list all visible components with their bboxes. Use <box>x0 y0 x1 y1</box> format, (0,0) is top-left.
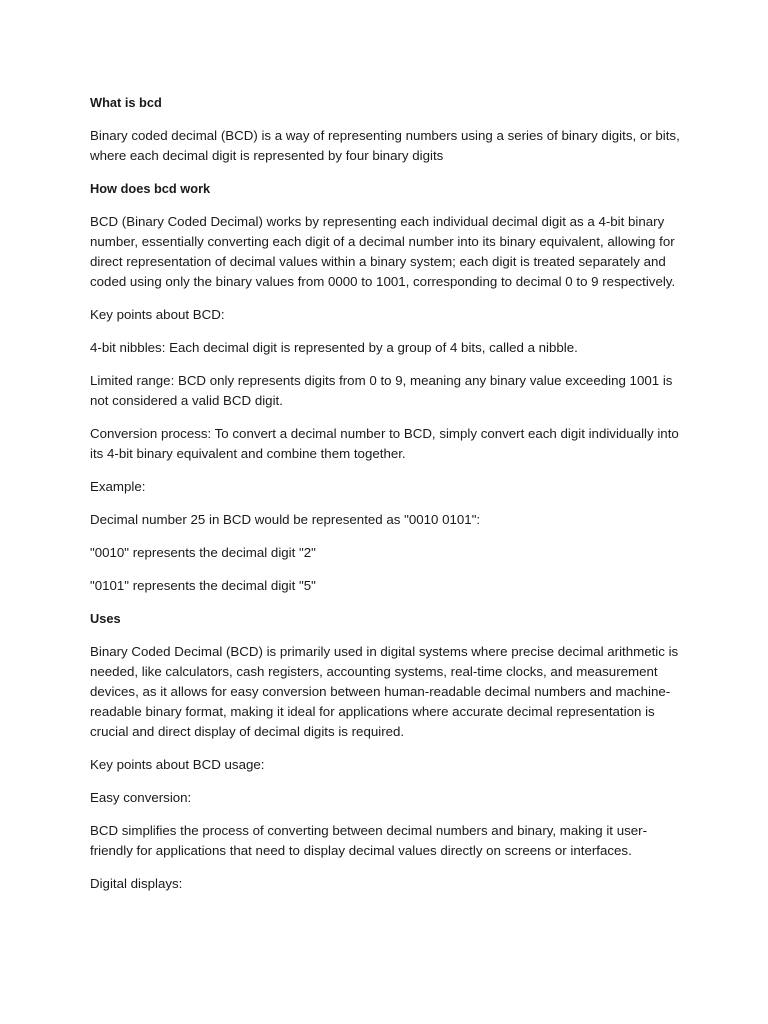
document-page <box>90 93 680 907</box>
paragraph-nibbles: 4-bit nibbles: Each decimal digit is represented by a group of 4 bits, called a nibble. <box>90 340 578 355</box>
paragraph-conversion-process: Conversion process: To convert a decimal number to BCD, simply convert each digit individually into its 4-bit binary equivalent and combine them together. <box>90 426 679 461</box>
paragraph-example-label: Example: <box>90 479 146 494</box>
paragraph-digital-displays: Digital displays: <box>90 876 183 891</box>
paragraph-bcd-definition: Binary coded decimal (BCD) is a way of representing numbers using a series of binary digits, or bits, where each decimal digit is represented by four binary digits <box>90 128 680 163</box>
paragraph-key-points-usage: Key points about BCD usage: <box>90 757 265 772</box>
paragraph-example-25: Decimal number 25 in BCD would be represented as "0010 0101": <box>90 512 481 527</box>
paragraph-easy-conversion-detail: BCD simplifies the process of converting between decimal numbers and binary, making it user-friendly for applications that need to display decimal values directly on screens or interfaces. <box>90 823 647 858</box>
paragraph-easy-conversion: Easy conversion: <box>90 790 192 805</box>
paragraph-uses: Binary Coded Decimal (BCD) is primarily used in digital systems where precise decimal arithmetic is needed, like calculators, cash registers, accounting systems, real-time clocks, and measurement devices, as it allows for easy conversion between human-readable decimal numbers and machine-readable binary format, making it ideal for applications where accurate decimal representation is crucial and direct display of decimal digits is required. <box>90 644 679 739</box>
paragraph-example-digit-2: "0010" represents the decimal digit "2" <box>90 545 316 560</box>
heading-how-does-bcd-work: How does bcd work <box>90 181 211 196</box>
heading-uses: Uses <box>90 611 121 626</box>
paragraph-limited-range: Limited range: BCD only represents digits from 0 to 9, meaning any binary value exceeding 1001 is not considered a valid BCD digit. <box>90 373 673 408</box>
paragraph-key-points: Key points about BCD: <box>90 307 225 322</box>
heading-what-is-bcd: What is bcd <box>90 95 162 110</box>
paragraph-example-digit-5: "0101" represents the decimal digit "5" <box>90 578 316 593</box>
paragraph-bcd-working: BCD (Binary Coded Decimal) works by representing each individual decimal digit as a 4-bit binary number, essentially converting each digit of a decimal number into its binary equivalent, allowing for direct representation of decimal values within a binary system; each digit is treated separately and coded using only the binary values from 0000 to 1001, corresponding to decimal 0 to 9 respectively. <box>90 214 676 289</box>
